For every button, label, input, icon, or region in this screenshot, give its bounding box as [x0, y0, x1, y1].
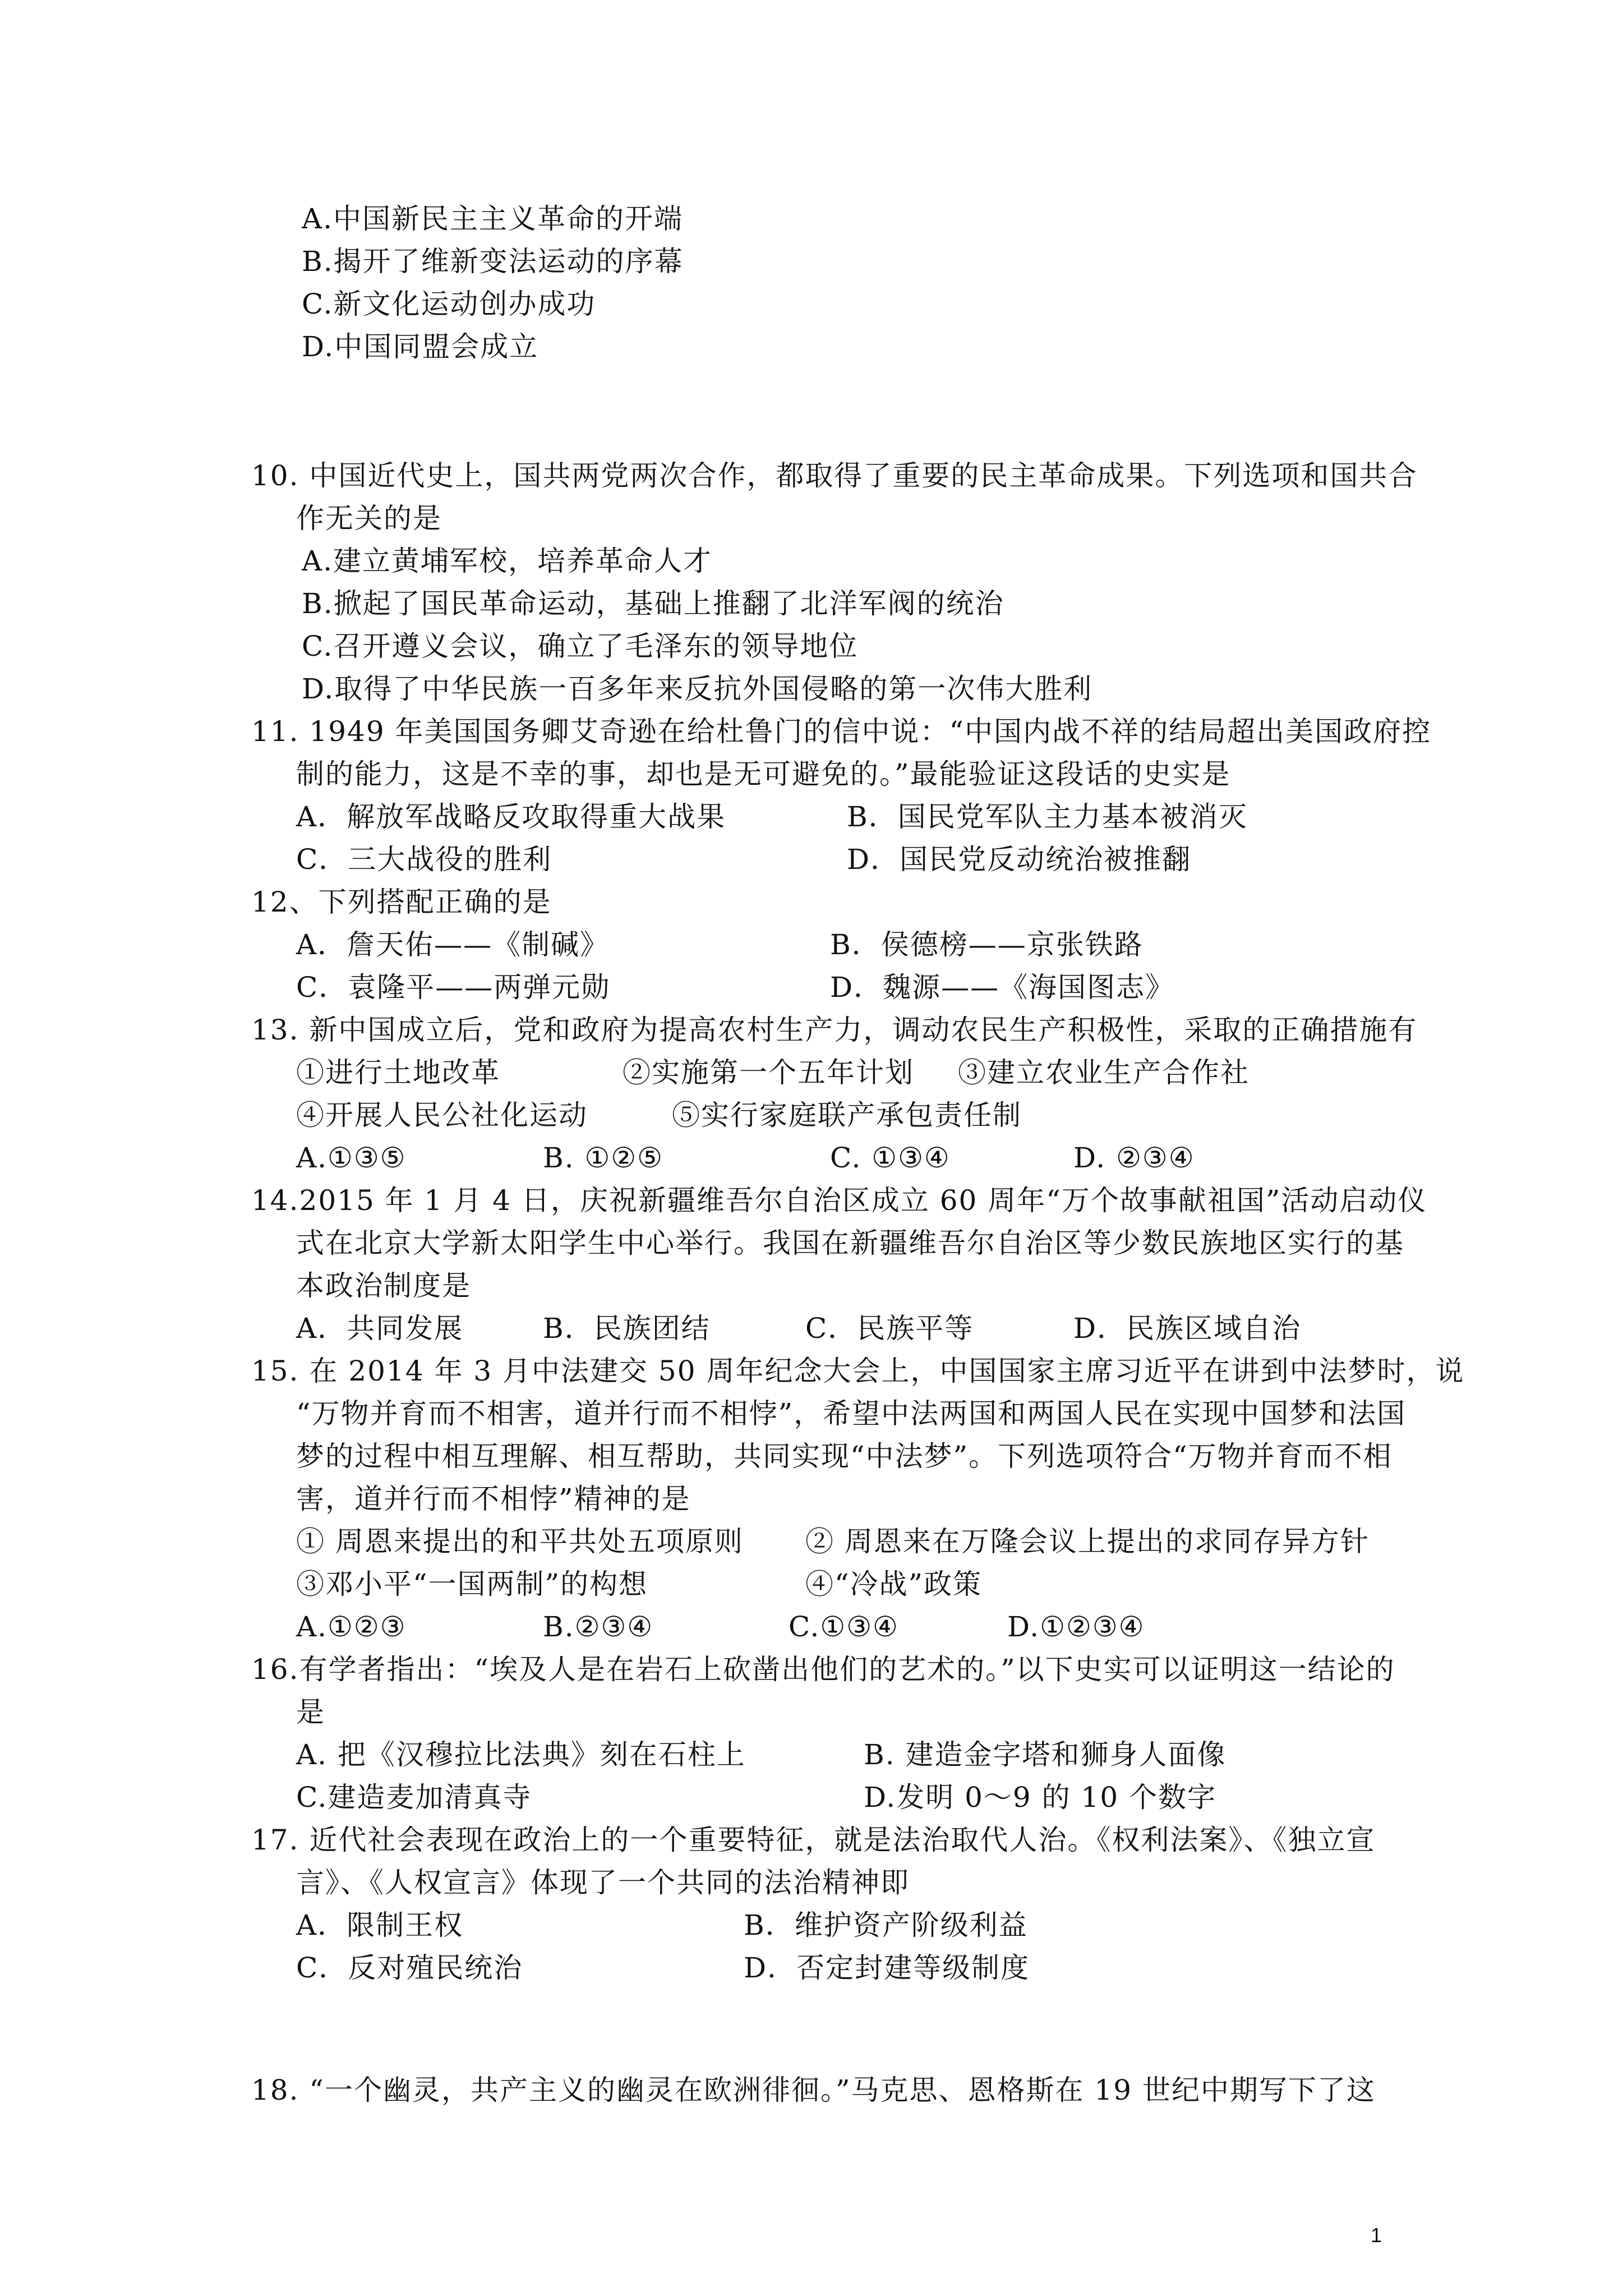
- q15-stem-line1: 15. 在 2014 年 3 月中法建交 50 周年纪念大会上，中国国家主席习近平在讲到中法梦时，说: [251, 1355, 1465, 1387]
- q11-option-a: A．解放军战略反攻取得重大战果: [296, 800, 726, 833]
- q15-item-3: ③邓小平“一国两制”的构想: [296, 1568, 648, 1600]
- q13-item-3: ③建立农业生产合作社: [958, 1056, 1249, 1089]
- q13-stem: 13. 新中国成立后，党和政府为提高农村生产力，调动农民生产积极性，采取的正确措施有: [251, 1014, 1418, 1046]
- q11-option-d: D．国民党反动统治被推翻: [847, 843, 1192, 876]
- q11-option-c: C．三大战役的胜利: [296, 843, 552, 876]
- q10-stem-line1: 10. 中国近代史上，国共两党两次合作，都取得了重要的民主革命成果。下列选项和国共合: [251, 459, 1418, 492]
- q10-option-a: A.建立黄埔军校，培养革命人才: [302, 545, 713, 577]
- q13-option-a: A.①③⑤: [296, 1142, 407, 1174]
- q16-option-b: B. 建造金字塔和狮身人面像: [864, 1738, 1227, 1771]
- q15-option-a: A.①②③: [296, 1611, 407, 1643]
- q11-option-b: B．国民党军队主力基本被消灭: [847, 800, 1248, 833]
- q13-item-5: ⑤实行家庭联产承包责任制: [672, 1099, 1022, 1131]
- q13-option-b: B. ①②⑤: [543, 1142, 664, 1174]
- q15-option-b: B.②③④: [543, 1611, 654, 1643]
- q9-option-a: A.中国新民主主义革命的开端: [302, 203, 684, 235]
- q13-item-4: ④开展人民公社化运动: [296, 1099, 588, 1131]
- q13-item-1: ①进行土地改革: [296, 1056, 500, 1089]
- q11-stem-line2: 制的能力，这是不幸的事，却也是无可避免的。”最能验证这段话的史实是: [296, 758, 1231, 790]
- q15-option-c: C.①③④: [789, 1611, 899, 1643]
- q15-option-d: D.①②③④: [1007, 1611, 1145, 1643]
- q15-stem-line3: 梦的过程中相互理解、相互帮助，共同实现“中法梦”。下列选项符合“万物并育而不相: [296, 1440, 1393, 1473]
- q12-option-d: D．魏源——《海国图志》: [830, 971, 1175, 1004]
- q18-stem-line1: 18. “一个幽灵，共产主义的幽灵在欧洲徘徊。”马克思、恩格斯在 19 世纪中期写下了这: [251, 2074, 1376, 2106]
- q17-stem-line2: 言》、《人权宣言》体现了一个共同的法治精神即: [296, 1866, 910, 1899]
- q16-option-c: C.建造麦加清真寺: [296, 1781, 532, 1814]
- q15-stem-line4: 害，道并行而不相悖”精神的是: [296, 1483, 691, 1515]
- q14-stem-line3: 本政治制度是: [296, 1269, 471, 1302]
- q13-option-d: D. ②③④: [1073, 1142, 1195, 1174]
- q17-option-a: A．限制王权: [296, 1909, 464, 1941]
- q12-option-a: A．詹天佑——《制碱》: [296, 928, 610, 961]
- q11-stem-line1: 11. 1949 年美国国务卿艾奇逊在给杜鲁门的信中说：“中国内战不祥的结局超出美国政府控: [251, 715, 1432, 748]
- q16-stem-line1: 16.有学者指出：“埃及人是在岩石上砍凿出他们的艺术的。”以下史实可以证明这一结论的: [251, 1653, 1395, 1686]
- q13-option-c: C. ①③④: [830, 1142, 951, 1174]
- q10-stem-line2: 作无关的是: [296, 502, 442, 535]
- q13-item-2: ②实施第一个五年计划: [623, 1056, 914, 1089]
- q17-option-c: C．反对殖民统治: [296, 1952, 523, 1984]
- q14-stem-line2: 式在北京大学新太阳学生中心举行。我国在新疆维吾尔自治区等少数民族地区实行的基: [296, 1227, 1404, 1259]
- q15-stem-line2: “万物并育而不相害，道并行而不相悖”，希望中法两国和两国人民在实现中国梦和法国: [296, 1397, 1407, 1430]
- q14-option-d: D．民族区域自治: [1073, 1312, 1302, 1345]
- q9-option-b: B.揭开了维新变法运动的序幕: [302, 245, 684, 278]
- q15-item-2: ② 周恩来在万隆会议上提出的求同存异方针: [805, 1525, 1370, 1558]
- q15-item-4: ④“冷战”政策: [805, 1568, 983, 1600]
- q12-stem: 12、下列搭配正确的是: [251, 886, 552, 918]
- q14-option-c: C．民族平等: [805, 1312, 974, 1345]
- q17-option-d: D．否定封建等级制度: [744, 1952, 1030, 1984]
- q10-option-c: C.召开遵义会议，确立了毛泽东的领导地位: [302, 630, 859, 662]
- q10-option-d: D.取得了中华民族一百多年来反抗外国侵略的第一次伟大胜利: [302, 673, 1093, 705]
- q12-option-b: B．侯德榜——京张铁路: [830, 928, 1144, 961]
- q14-stem-line1: 14.2015 年 1 月 4 日，庆祝新疆维吾尔自治区成立 60 周年“万个故事献祖国”活动启动仪: [251, 1184, 1427, 1217]
- q9-option-c: C.新文化运动创办成功: [302, 288, 596, 320]
- q10-option-b: B.掀起了国民革命运动，基础上推翻了北洋军阀的统治: [302, 587, 1004, 620]
- q16-stem-line2: 是: [296, 1696, 325, 1728]
- page-number: 1: [1371, 2224, 1382, 2247]
- q14-option-b: B．民族团结: [543, 1312, 711, 1345]
- q12-option-c: C．袁隆平——两弹元勋: [296, 971, 611, 1004]
- q14-option-a: A．共同发展: [296, 1312, 464, 1345]
- q16-option-d: D.发明 0～9 的 10 个数字: [864, 1781, 1217, 1814]
- q17-option-b: B．维护资产阶级利益: [744, 1909, 1028, 1941]
- q16-option-a: A. 把《汉穆拉比法典》刻在石柱上: [296, 1738, 746, 1771]
- q17-stem-line1: 17. 近代社会表现在政治上的一个重要特征，就是法治取代人治。《权利法案》、《独立宣: [251, 1824, 1376, 1856]
- q9-option-d: D.中国同盟会成立: [302, 330, 539, 363]
- q15-item-1: ① 周恩来提出的和平共处五项原则: [296, 1525, 744, 1558]
